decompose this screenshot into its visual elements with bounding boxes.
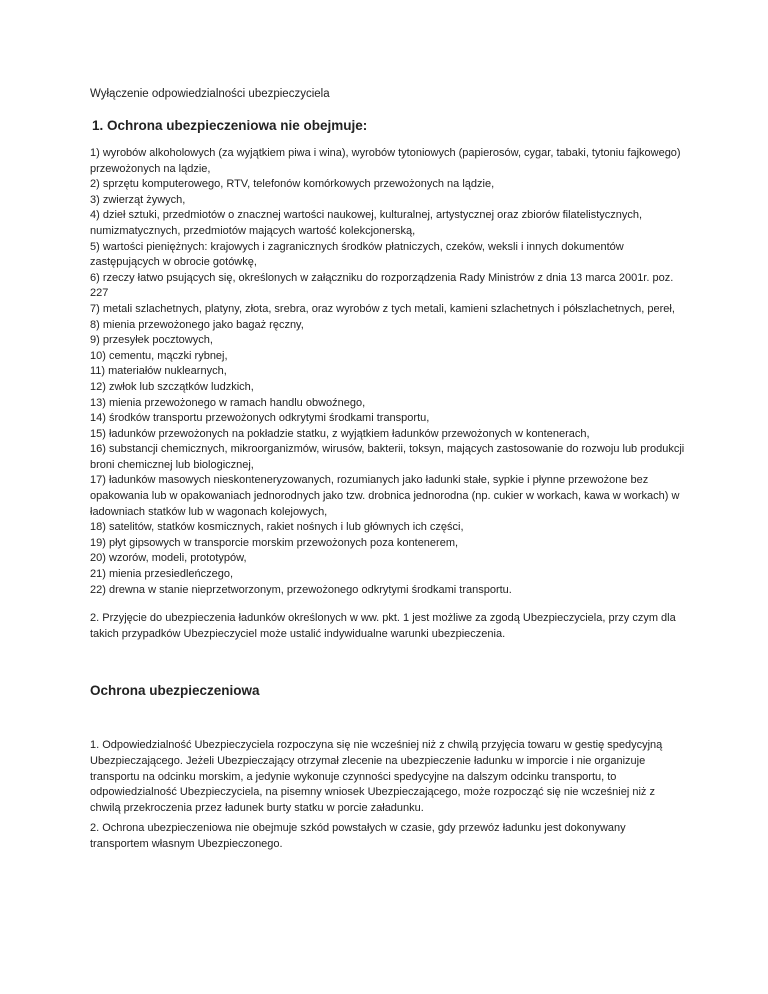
list-item: 22) drewna w stanie nieprzetworzonym, przewożonego odkrytymi środkami transportu.	[90, 583, 512, 596]
list-item: 17) ładunków masowych nieskonteneryzowanych, rozumianych jako ładunki stałe, sypkie i płynne przewożone bez opakowania lub w opakowaniach jednorodnych jako tzw. drobnica jednorodna (np. cukier w workach, kawa w workach) w ładowniach statków lub w wagonach kolejowych,	[90, 474, 680, 518]
list-item: 11) materiałów nuklearnych,	[90, 365, 227, 378]
list-item: 20) wzorów, modeli, prototypów,	[90, 552, 247, 565]
document-title: Wyłączenie odpowiedzialności ubezpieczyciela	[90, 88, 330, 100]
exclusions-list	[90, 146, 690, 598]
list-item: 10) cementu, mączki rybnej,	[90, 349, 228, 362]
list-item: 2) sprzętu komputerowego, RTV, telefonów komórkowych przewożonych na lądzie,	[90, 178, 495, 191]
list-item: 1) wyrobów alkoholowych (za wyjątkiem piwa i wina), wyrobów tytoniowych (papierosów, cygar, tabaki, tytoniu fajkowego) przewożonych na lądzie,	[90, 147, 681, 175]
list-item: 9) przesyłek pocztowych,	[90, 334, 213, 347]
list-item: 7) metali szlachetnych, platyny, złota, srebra, oraz wyrobów z tych metali, kamieni szlachetnych i półszlachetnych, pereł,	[90, 302, 675, 315]
list-item: 6) rzeczy łatwo psujących się, określonych w załączniku do rozporządzenia Rady Ministrów z dnia 13 marca 2001r. poz. 227	[90, 271, 674, 300]
list-item: 19) płyt gipsowych w transporcie morskim przewożonych poza kontenerem,	[90, 536, 459, 549]
list-item: 16) substancji chemicznych, mikroorganizmów, wirusów, bakterii, toksyn, mających zastosowanie do rozwoju lub produkcji broni chemicznej lub biologicznej,	[90, 443, 685, 471]
acceptance-note-paragraph: 2. Przyjęcie do ubezpieczenia ładunków określonych w ww. pkt. 1 jest możliwe za zgodą Ubezpieczyciela, przy czym dla takich przypadków Ubezpieczyciel może ustalić indywidualne warunki ubezpieczenia.	[90, 612, 676, 640]
list-item: 18) satelitów, statków kosmicznych, rakiet nośnych i lub głównych ich części,	[90, 521, 464, 534]
list-item: 13) mienia przewożonego w ramach handlu obwoźnego,	[90, 396, 366, 409]
list-item: 8) mienia przewożonego jako bagaż ręczny,	[90, 318, 304, 331]
list-item: 5) wartości pieniężnych: krajowych i zagranicznych środków płatniczych, czeków, weksli i innych dokumentów zastępujących w obrocie gotówkę,	[90, 240, 624, 269]
list-item: 12) zwłok lub szczątków ludzkich,	[90, 380, 254, 393]
coverage-paragraph-2: 2. Ochrona ubezpieczeniowa nie obejmuje szkód powstałych w czasie, gdy przewóz ładunku jest dokonywany transportem własnym Ubezpieczonego.	[90, 822, 626, 850]
section-heading-exclusions: 1. Ochrona ubezpieczeniowa nie obejmuje:	[92, 118, 368, 133]
list-item: 14) środków transportu przewożonych odkrytymi środkami transportu,	[90, 412, 430, 425]
coverage-paragraph-1: 1. Odpowiedzialność Ubezpieczyciela rozpoczyna się nie wcześniej niż z chwilą przyjęcia towaru w gestię spedycyjną Ubezpieczającego. Jeżeli Ubezpieczający otrzymał zlecenie na ubezpieczenie ładunku w imporcie i nie organizuje transportu na odcinku morskim, a jedynie wykonuje czynności spedycyjne na dalszym odcinku transportu, to odpowiedzialność Ubezpieczyciela, na pisemny wniosek Ubezpieczającego, może rozpocząć się nie wcześniej niż z chwilą przekroczenia przez ładunek burty statku w porcie załadunku.	[90, 739, 663, 815]
list-item: 4) dzieł sztuki, przedmiotów o znacznej wartości naukowej, kulturalnej, artystycznej oraz zbiorów filatelistycznych, numizmatycznych, przedmiotów mających wartość kolekcjonerską,	[90, 209, 643, 237]
list-item: 15) ładunków przewożonych na pokładzie statku, z wyjątkiem ładunków przewożonych w kontenerach,	[90, 427, 590, 440]
section-heading-coverage: Ochrona ubezpieczeniowa	[90, 683, 260, 698]
list-item: 3) zwierząt żywych,	[90, 193, 186, 206]
list-item: 21) mienia przesiedleńczego,	[90, 568, 234, 581]
